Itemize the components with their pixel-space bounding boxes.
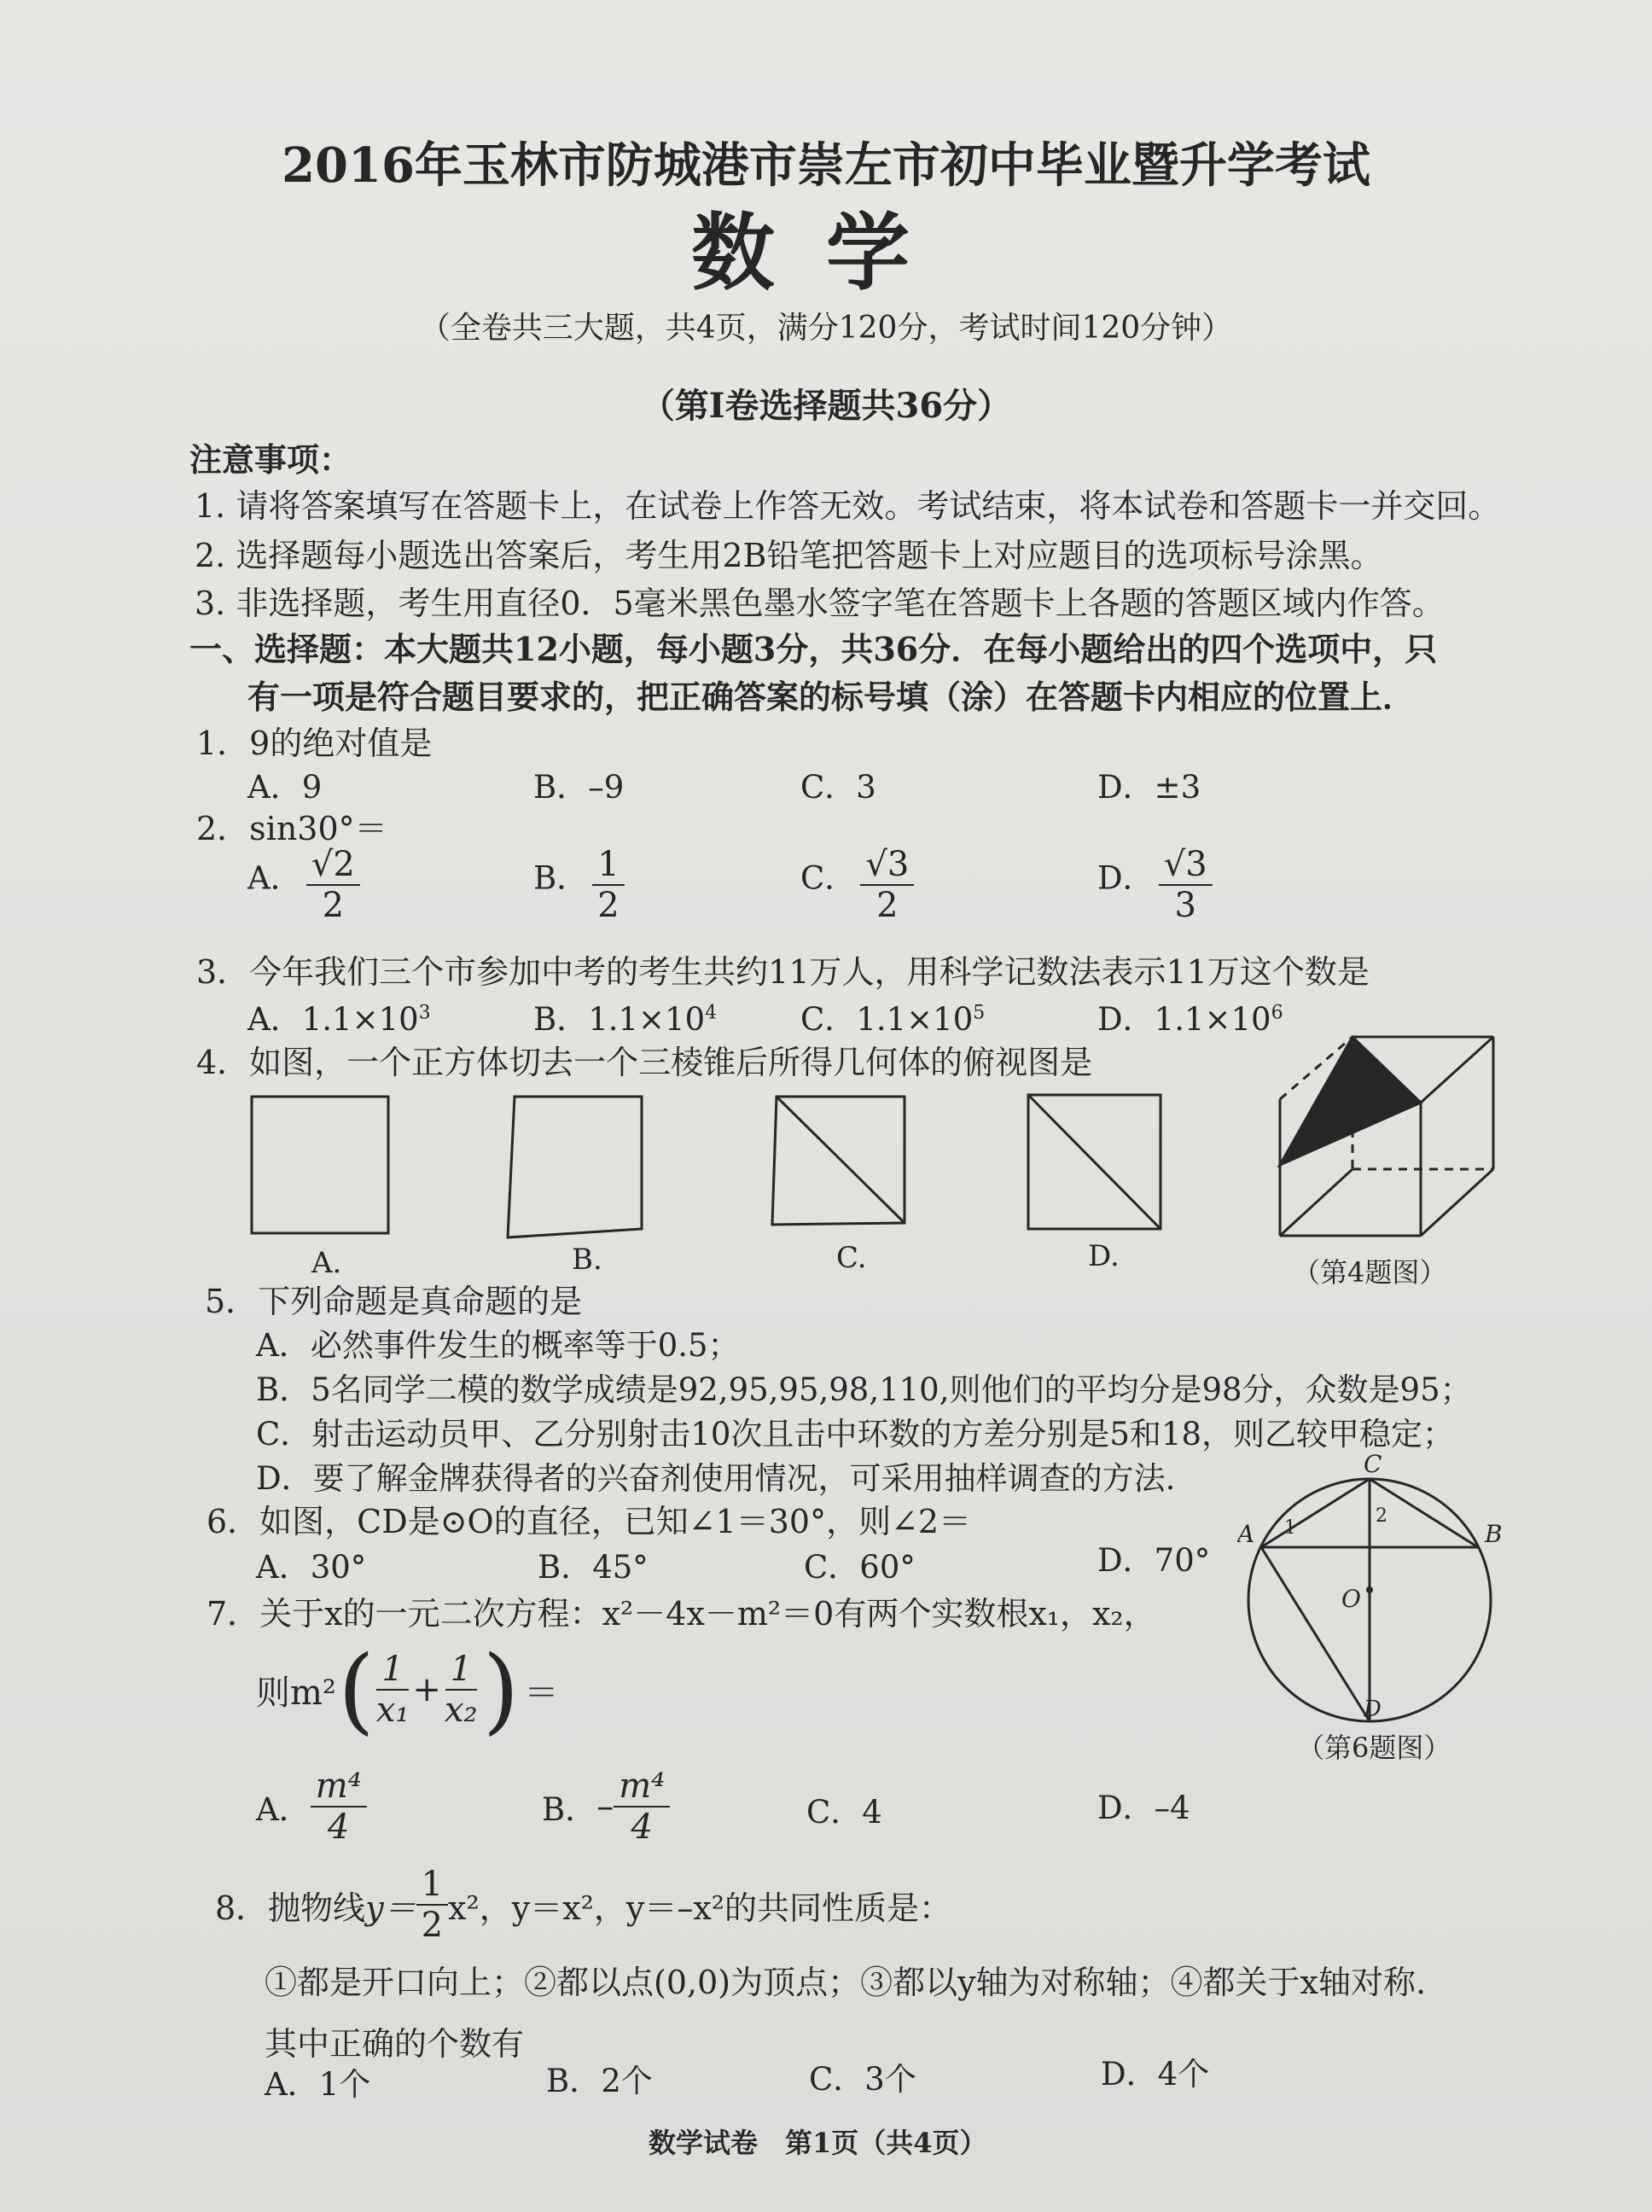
q3-d-mantissa: 1.1×10 — [1154, 1001, 1271, 1038]
q8-properties: ①都是开口向上；②都以点(0,0)为顶点；③都以y轴为对称轴；④都关于x轴对称. — [265, 1964, 1427, 2001]
q4-stem: 4．如图，一个正方体切去一个三棱锥后所得几何体的俯视图是 — [196, 1044, 1093, 1081]
q2-a-den: 2 — [322, 886, 345, 925]
q7-b-den: 4 — [631, 1807, 653, 1847]
q3-b-exp: 4 — [705, 1002, 718, 1024]
q6-option-c: C．60° — [804, 1549, 916, 1586]
q7-frac-2-num: 1 — [445, 1650, 477, 1691]
q2-option-a-label: A． — [247, 859, 302, 897]
q3-d-exp: 6 — [1271, 1002, 1283, 1024]
q5-stem: 5．下列命题是真命题的是 — [205, 1283, 583, 1320]
q3-option-a — [247, 993, 431, 1039]
q2-b-den: 2 — [597, 886, 620, 925]
q5-option-d: D．要了解金牌获得者的兴奋剂使用情况，可采用抽样调查的方法. — [256, 1460, 1176, 1497]
cube-cut-edge — [1421, 1037, 1493, 1103]
q2-option-b-label: B． — [533, 859, 589, 897]
q4-option-d-diagonal — [1028, 1095, 1160, 1229]
q2-option-c-fraction — [860, 845, 914, 925]
exam-title: 2016年玉林市防城港市崇左市初中毕业暨升学考试 — [282, 137, 1370, 194]
q1-stem: 1．9的绝对值是 — [196, 725, 433, 762]
q2-a-num: √2 — [306, 845, 360, 886]
segment-ad — [1261, 1547, 1370, 1721]
subject-title: 数学 — [690, 204, 961, 302]
q7-plus-sign: + — [412, 1670, 441, 1709]
q7-option-b-label: B． — [542, 1791, 597, 1828]
q7-expression — [256, 1635, 559, 1744]
q4-option-c-diagonal — [777, 1097, 905, 1223]
q1-option-c: C．3 — [800, 769, 876, 806]
q7-option-d: D．–4 — [1097, 1790, 1190, 1826]
note-item-1: 1. 请将答案填写在答题卡上，在试卷上作答无效。考试结束，将本试卷和答题卡一并交回。 — [195, 487, 1501, 525]
point-b-label: B — [1485, 1520, 1503, 1548]
q3-b-mantissa: 1.1×10 — [588, 1001, 706, 1038]
q7-option-a — [256, 1767, 367, 1847]
cube-bottom-right-edge — [1421, 1169, 1493, 1236]
note-item-3: 3. 非选择题，考生用直径0．5毫米黑色墨水签字笔在答题卡上各题的答题区域内作答。 — [195, 585, 1445, 622]
q3-a-mantissa: 1.1×10 — [301, 1001, 419, 1038]
q2-option-d-label: D． — [1097, 859, 1155, 897]
q8-question: 其中正确的个数有 — [265, 2025, 525, 2063]
q8-y-eq: y＝ — [365, 1889, 416, 1927]
q7-frac-1-den: x₁ — [375, 1691, 410, 1730]
q7-expr-prefix: 则m² — [256, 1673, 336, 1713]
part1-instruction-line2: 有一项是符合题目要求的，把正确答案的标号填（涂）在答题卡内相应的位置上． — [247, 678, 1416, 716]
q4-option-a-square — [252, 1097, 388, 1233]
q3-c-label: C． — [800, 1001, 857, 1038]
note-item-2: 2. 选择题每小题选出答案后，考生用2B铅笔把答题卡上对应题目的选项标号涂黑。 — [195, 537, 1383, 574]
q7-option-b-fraction — [614, 1767, 670, 1847]
q6-option-d: D．70° — [1097, 1542, 1211, 1579]
q3-d-label: D． — [1097, 1001, 1155, 1038]
q3-a-label: A． — [247, 1001, 302, 1038]
exam-info: （全卷共三大题，共4页，满分120分，考试时间120分钟） — [419, 311, 1233, 346]
q6-circle-figure — [1237, 1447, 1510, 1779]
q8-stem-prefix: 8．抛物线 — [215, 1889, 366, 1927]
angle-2-label: 2 — [1376, 1505, 1387, 1527]
q8-option-d: D．4个 — [1101, 2056, 1210, 2093]
q7-frac-1-num: 1 — [376, 1650, 408, 1691]
q2-option-d — [1097, 845, 1213, 925]
q2-option-c — [800, 845, 914, 925]
q5-option-c: C．射击运动员甲、乙分别射击10次且击中环数的方差分别是5和18，则乙较甲稳定； — [256, 1416, 1455, 1452]
q3-option-b — [533, 993, 717, 1039]
q4-option-b-shape — [508, 1097, 642, 1237]
q3-option-d — [1097, 993, 1283, 1039]
q2-option-a-fraction — [306, 845, 360, 925]
q2-stem: 2．sin30°＝ — [196, 810, 387, 847]
q3-option-c — [800, 993, 985, 1039]
q3-stem: 3．今年我们三个市参加中考的考生共约11万人，用科学记数法表示11万这个数是 — [196, 953, 1370, 991]
q4-label-b: B. — [572, 1243, 602, 1277]
q5-option-a: A．必然事件发生的概率等于0.5； — [256, 1327, 740, 1364]
q1-option-b: B．–9 — [533, 769, 625, 806]
q7-option-a-fraction — [311, 1767, 367, 1847]
q8-stem-rest: x²，y＝x²，y＝–x²的共同性质是： — [448, 1889, 952, 1927]
q7-right-paren: ) — [482, 1635, 520, 1744]
page-footer: 数学试卷 第1页（共4页） — [649, 2127, 987, 2159]
q5-option-b: B．5名同学二模的数学成绩是92,95,95,98,110,则他们的平均分是98分，众数是95； — [256, 1371, 1472, 1408]
q6-caption: （第6题图） — [1297, 1732, 1451, 1764]
q2-c-den: 2 — [876, 886, 899, 925]
q7-a-num: m⁴ — [311, 1767, 367, 1807]
chord-ac — [1261, 1479, 1370, 1547]
q4-caption: （第4题图） — [1293, 1256, 1447, 1289]
center-point — [1366, 1586, 1373, 1593]
q8-option-c: C．3个 — [809, 2061, 916, 2098]
q7-option-a-label: A． — [256, 1791, 311, 1828]
q4-option-c-shape — [772, 1097, 905, 1225]
point-d-label: D — [1364, 1697, 1382, 1722]
angle-1-label: 1 — [1284, 1517, 1296, 1539]
q7-frac-2-den: x₂ — [445, 1691, 478, 1730]
q3-c-exp: 5 — [973, 1002, 986, 1024]
notes-heading: 注意事项： — [189, 440, 352, 479]
q2-d-num: √3 — [1159, 845, 1213, 886]
q4-label-a: A. — [311, 1246, 342, 1280]
q7-expr-suffix: ＝ — [524, 1673, 559, 1713]
q4-cut-face — [1280, 1037, 1421, 1165]
q7-a-den: 4 — [327, 1807, 350, 1847]
q4-cube-figure — [1276, 1024, 1506, 1297]
q2-option-c-label: C． — [800, 859, 857, 897]
point-c-label: C — [1364, 1450, 1382, 1478]
q6-option-b: B．45° — [538, 1549, 649, 1586]
q8-half-num: 1 — [416, 1865, 448, 1906]
q7-stem: 7．关于x的一元二次方程：x²－4x－m²＝0有两个实数根x₁，x₂， — [206, 1595, 1156, 1633]
q3-c-mantissa: 1.1×10 — [856, 1001, 974, 1038]
q4-label-c: C. — [836, 1241, 867, 1275]
q2-option-b — [533, 845, 625, 925]
point-o-label: O — [1341, 1585, 1361, 1613]
section-title: （第Ⅰ卷选择题共36分） — [640, 386, 1012, 426]
q2-b-num: 1 — [592, 845, 624, 886]
q2-option-b-fraction — [592, 845, 624, 925]
q6-option-a: A．30° — [256, 1549, 367, 1586]
q8-stem — [215, 1865, 951, 1945]
q3-a-exp: 3 — [418, 1002, 431, 1024]
q2-c-num: √3 — [860, 845, 914, 886]
q2-d-den: 3 — [1174, 886, 1196, 925]
q6-stem: 6．如图，CD是⊙O的直径，已知∠1＝30°，则∠2＝ — [206, 1503, 972, 1540]
q8-half-fraction — [416, 1865, 448, 1945]
q8-option-b: B．2个 — [546, 2063, 653, 2099]
q3-b-label: B． — [533, 1001, 589, 1038]
q7-option-b — [542, 1767, 670, 1847]
q1-option-a: A．9 — [247, 769, 323, 806]
q7-option-b-minus: – — [596, 1787, 614, 1826]
q7-frac-1 — [376, 1650, 410, 1730]
q7-left-paren: ( — [337, 1635, 375, 1744]
q2-option-d-fraction — [1159, 845, 1213, 925]
part1-instruction-line1: 一、选择题：本大题共12小题，每小题3分，共36分．在每小题给出的四个选项中，只 — [189, 630, 1438, 668]
q7-option-c: C．4 — [806, 1794, 882, 1831]
q8-option-a: A．1个 — [265, 2066, 371, 2103]
q4-label-d: D. — [1088, 1239, 1120, 1273]
q1-option-d: D．±3 — [1097, 769, 1201, 806]
q8-half-den: 2 — [421, 1906, 444, 1945]
q2-option-a — [247, 845, 360, 925]
cube-inner-diagonal — [1280, 1169, 1352, 1236]
q7-frac-2 — [445, 1650, 478, 1730]
q7-b-num: m⁴ — [614, 1767, 670, 1807]
point-a-label: A — [1237, 1520, 1255, 1548]
